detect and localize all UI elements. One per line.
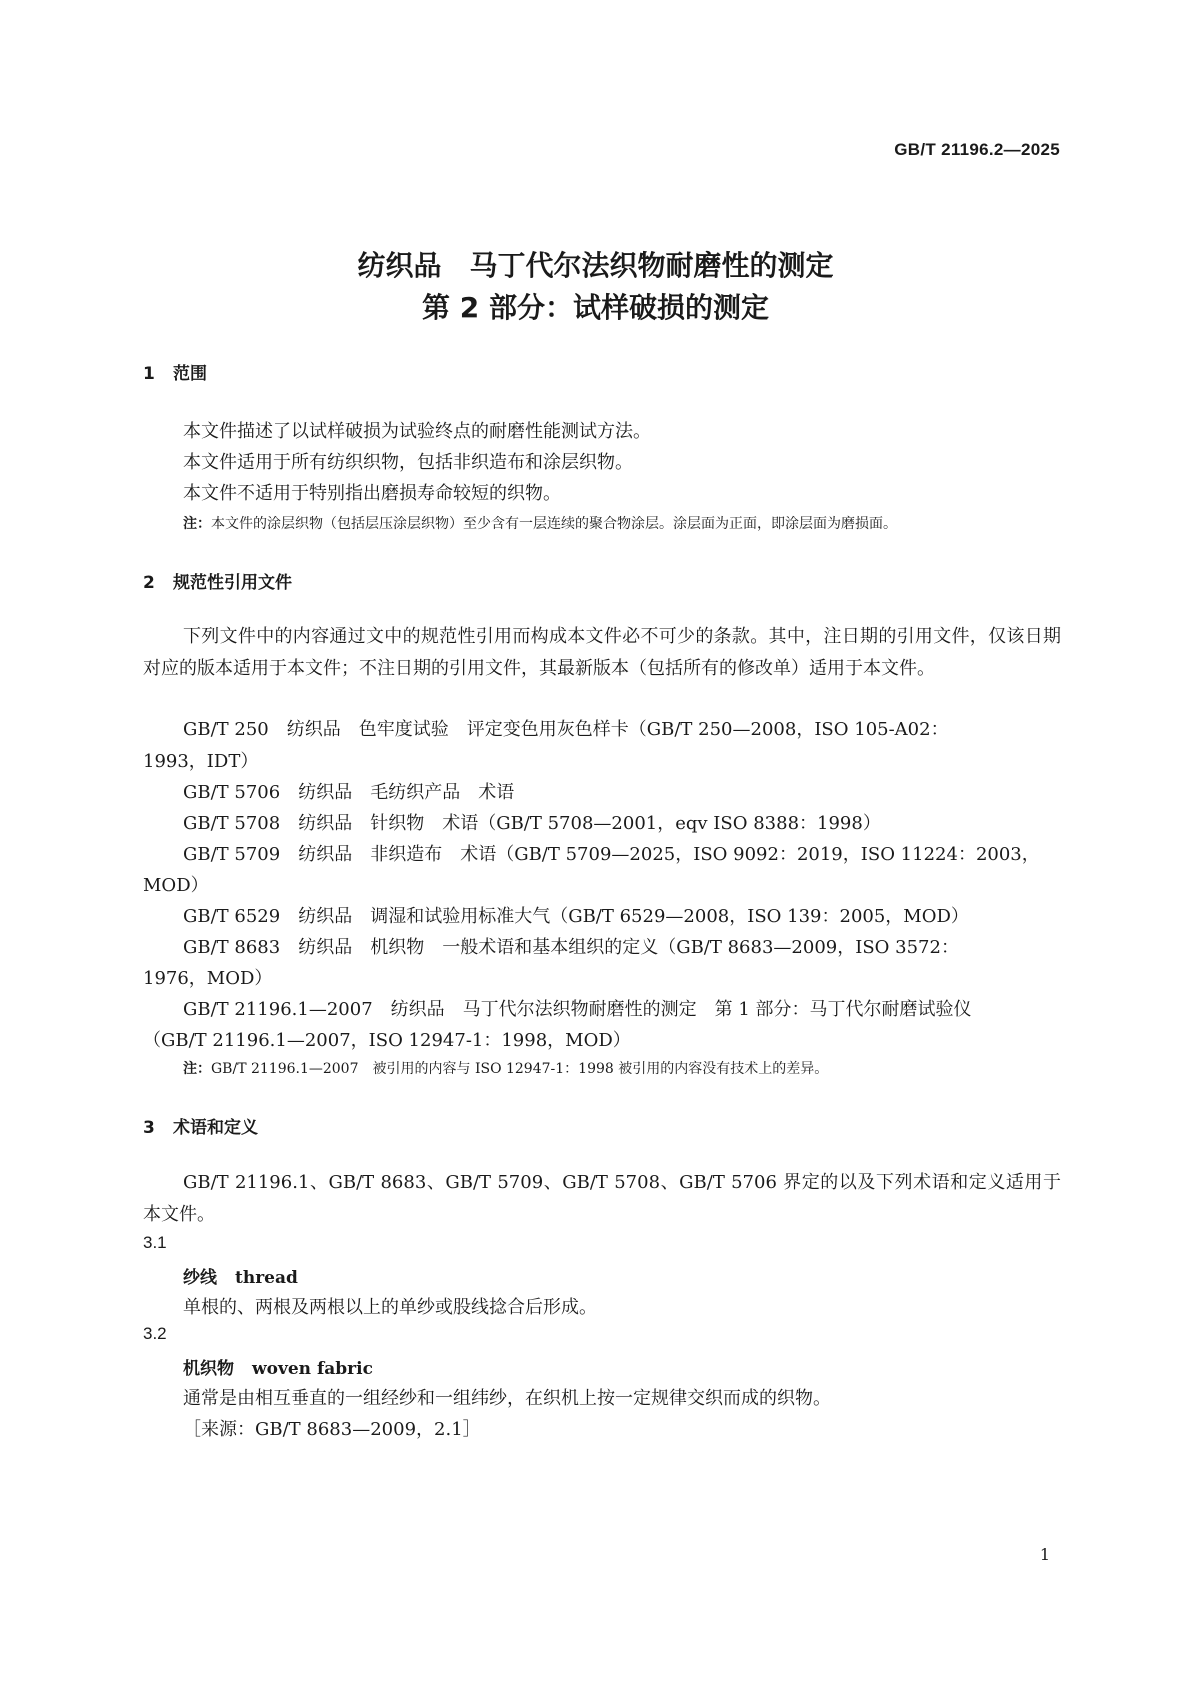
reference-item: GB/T 5709 纺织品 非织造布 术语（GB/T 5709—2025，ISO 9092：2019，ISO 11224：2003， (183, 844, 1040, 865)
paragraph: 本文件适用于所有纺织织物，包括非织造布和涂层织物。 (183, 452, 633, 473)
page-number: 1 (1039, 1545, 1050, 1564)
reference-item: GB/T 5706 纺织品 毛纺织产品 术语 (183, 782, 515, 803)
section-heading-terms (143, 1113, 258, 1138)
term-en: thread (235, 1268, 298, 1288)
term-entry (183, 1263, 298, 1288)
paragraph: 下列文件中的内容通过文中的规范性引用而构成本文件必不可少的条款。其中，注日期的引用文件，仅该日期对应的版本适用于本文件；不注日期的引用文件，其最新版本（包括所有的修改单）适用于本文件。 (143, 626, 1061, 679)
term-en: woven fabric (252, 1359, 373, 1379)
section-title: 规范性引用文件 (173, 573, 292, 593)
note-text: 本文件的涂层织物（包括层压涂层织物）至少含有一层连续的聚合物涂层。涂层面为正面，即涂层面为磨损面。 (211, 516, 897, 532)
note (183, 513, 897, 533)
term-number: 3.2 (143, 1324, 167, 1343)
term-definition: 通常是由相互垂直的一组经纱和一组纬纱，在织机上按一定规律交织而成的织物。 (183, 1388, 831, 1409)
reference-item-continued: （GB/T 21196.1—2007，ISO 12947-1：1998，MOD） (143, 1030, 631, 1051)
note-label: 注： (183, 1061, 211, 1077)
section-number: 3 (143, 1118, 155, 1138)
reference-item-continued: 1976，MOD） (143, 968, 273, 989)
standard-number: GB/T 21196.2—2025 (894, 140, 1060, 159)
paragraph: 本文件描述了以试样破损为试验终点的耐磨性能测试方法。 (183, 421, 651, 442)
note-text: GB/T 21196.1—2007 被引用的内容与 ISO 12947-1：1998 被引用的内容没有技术上的差异。 (211, 1061, 829, 1077)
term-zh: 机织物 (183, 1359, 234, 1379)
term-definition: 单根的、两根及两根以上的单纱或股线捻合后形成。 (183, 1297, 597, 1318)
section-title: 范围 (173, 364, 207, 384)
term-entry (183, 1354, 373, 1379)
document-title: 纺织品 马丁代尔法织物耐磨性的测定 (357, 249, 834, 282)
paragraph: GB/T 21196.1、GB/T 8683、GB/T 5709、GB/T 5708、GB/T 5706 界定的以及下列术语和定义适用于本文件。 (143, 1172, 1061, 1225)
section-number: 2 (143, 573, 155, 593)
reference-item: GB/T 250 纺织品 色牢度试验 评定变色用灰色样卡（GB/T 250—2008，ISO 105-A02： (183, 719, 949, 740)
section-title: 术语和定义 (173, 1118, 258, 1138)
document-subtitle: 第 2 部分：试样破损的测定 (422, 291, 769, 324)
reference-item: GB/T 21196.1—2007 纺织品 马丁代尔法织物耐磨性的测定 第 1 部分：马丁代尔耐磨试验仪 (183, 999, 972, 1020)
section-heading-scope (143, 359, 207, 384)
reference-item: GB/T 5708 纺织品 针织物 术语（GB/T 5708—2001，eqv ISO 8388：1998） (183, 813, 881, 834)
term-source: ［来源：GB/T 8683—2009，2.1］ (183, 1419, 481, 1440)
reference-item: GB/T 8683 纺织品 机织物 一般术语和基本组织的定义（GB/T 8683—2009，ISO 3572： (183, 937, 959, 958)
term-number: 3.1 (143, 1233, 167, 1252)
section-number: 1 (143, 364, 155, 384)
section-heading-normative-references (143, 568, 292, 593)
reference-item-continued: MOD） (143, 875, 209, 896)
paragraph: 本文件不适用于特别指出磨损寿命较短的织物。 (183, 483, 561, 504)
note-label: 注： (183, 516, 211, 532)
term-zh: 纱线 (183, 1268, 217, 1288)
note (183, 1058, 828, 1078)
reference-item: GB/T 6529 纺织品 调湿和试验用标准大气（GB/T 6529—2008，ISO 139：2005，MOD） (183, 906, 969, 927)
reference-item-continued: 1993，IDT） (143, 751, 259, 772)
